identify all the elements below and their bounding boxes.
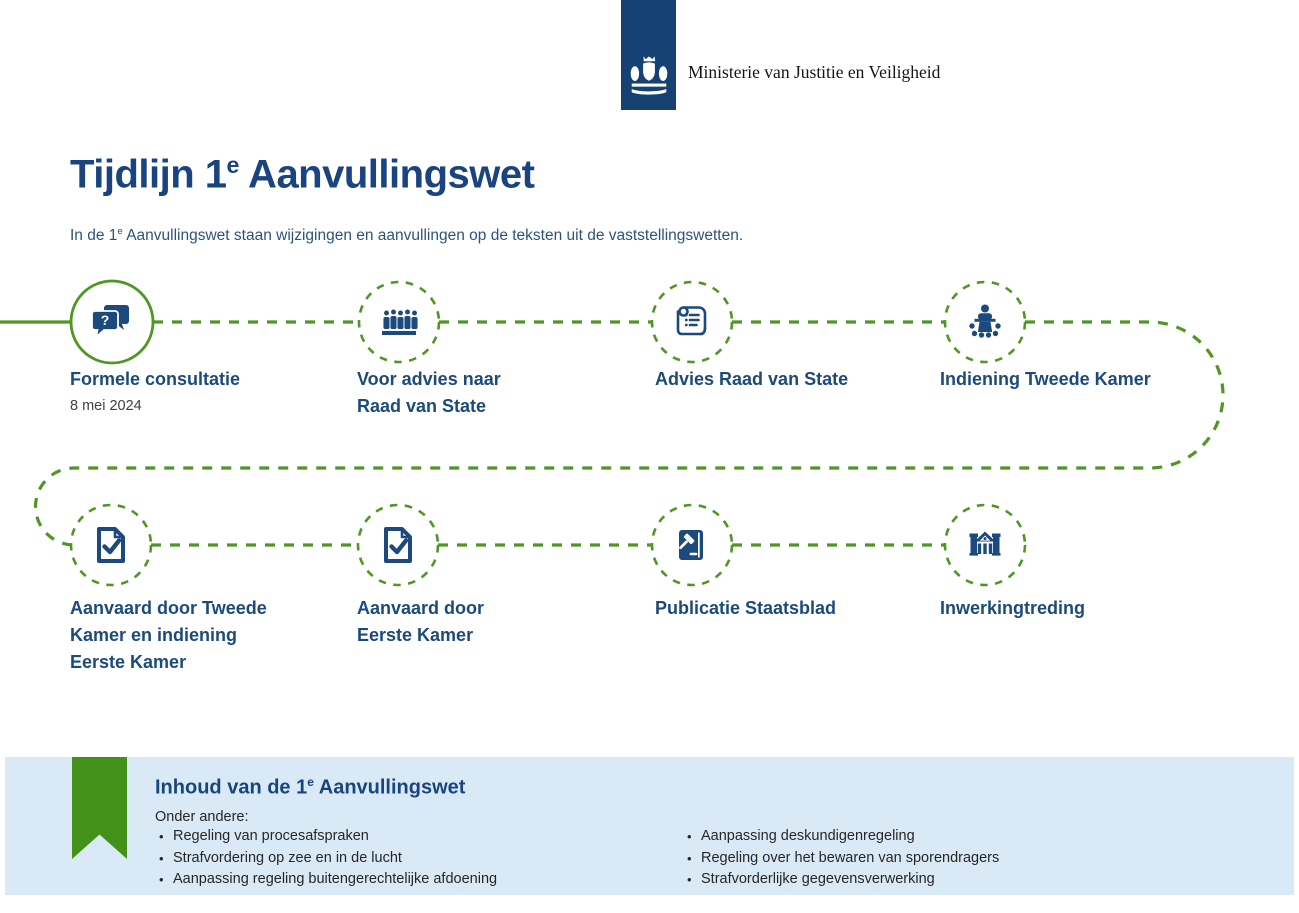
law-book-icon <box>676 530 703 560</box>
content-box <box>5 757 1294 895</box>
coat-of-arms-icon <box>629 54 669 104</box>
page-title: Tijdlijn 1e Aanvullingswet <box>70 152 535 197</box>
bookmark-ribbon-icon <box>72 757 127 859</box>
step-label-inwerkingtreding: Inwerkingtreding <box>940 598 1086 618</box>
content-box-heading: Inhoud van de 1e Aanvullingswet <box>155 775 466 799</box>
step-label-formele-consultatie: Formele consultatie <box>70 369 241 389</box>
list-item: • Regeling over het bewaren van sporendragers <box>685 848 999 870</box>
step-label-aanvaard-tweede-kamer: Aanvaard door Tweede Kamer en indiening Eerste Kamer <box>70 598 267 672</box>
step-label-advies-raad-van-state: Advies Raad van State <box>655 369 849 389</box>
document-check-icon <box>99 529 123 561</box>
government-building-icon <box>970 532 1001 556</box>
step-label-publicatie-staatsblad: Publicatie Staatsblad <box>655 598 837 618</box>
page-subtitle: In de 1e Aanvullingswet staan wijzigingen en aanvullingen op de teksten uit de vaststellingswetten. <box>70 226 744 245</box>
step-label-aanvaard-eerste-kamer: Aanvaard door Eerste Kamer <box>357 598 485 645</box>
bullet-list-left <box>157 826 497 891</box>
ministry-name: Ministerie van Justitie en Veiligheid <box>688 62 941 82</box>
content-box-intro: Onder andere: <box>155 809 249 825</box>
list-item: • Regeling van procesafspraken <box>157 826 497 848</box>
step-label-voor-advies: Voor advies naar Raad van State <box>357 369 501 416</box>
step-marker <box>652 282 732 362</box>
list-item: • Strafvorderlijke gegevensverwerking <box>685 869 999 891</box>
u-turn-connector <box>36 322 1224 545</box>
svg-text:?: ? <box>100 312 110 328</box>
people-group-icon <box>382 309 418 335</box>
rijksoverheid-logo-flag <box>621 0 676 110</box>
list-item: • Aanpassing regeling buitengerechtelijke afdoening <box>157 869 497 891</box>
title-superscript: e <box>226 152 239 178</box>
step-label-indiening-tweede-kamer: Indiening Tweede Kamer <box>940 369 1151 389</box>
timeline-connectors <box>0 322 1223 545</box>
bullet-list-right <box>685 826 999 891</box>
document-check-icon <box>386 529 410 561</box>
list-item: • Strafvordering op zee en in de lucht <box>157 848 497 870</box>
step-markers <box>71 281 1025 585</box>
list-item: • Aanpassing deskundigenregeling <box>685 826 999 848</box>
step-date: 8 mei 2024 <box>70 398 142 414</box>
